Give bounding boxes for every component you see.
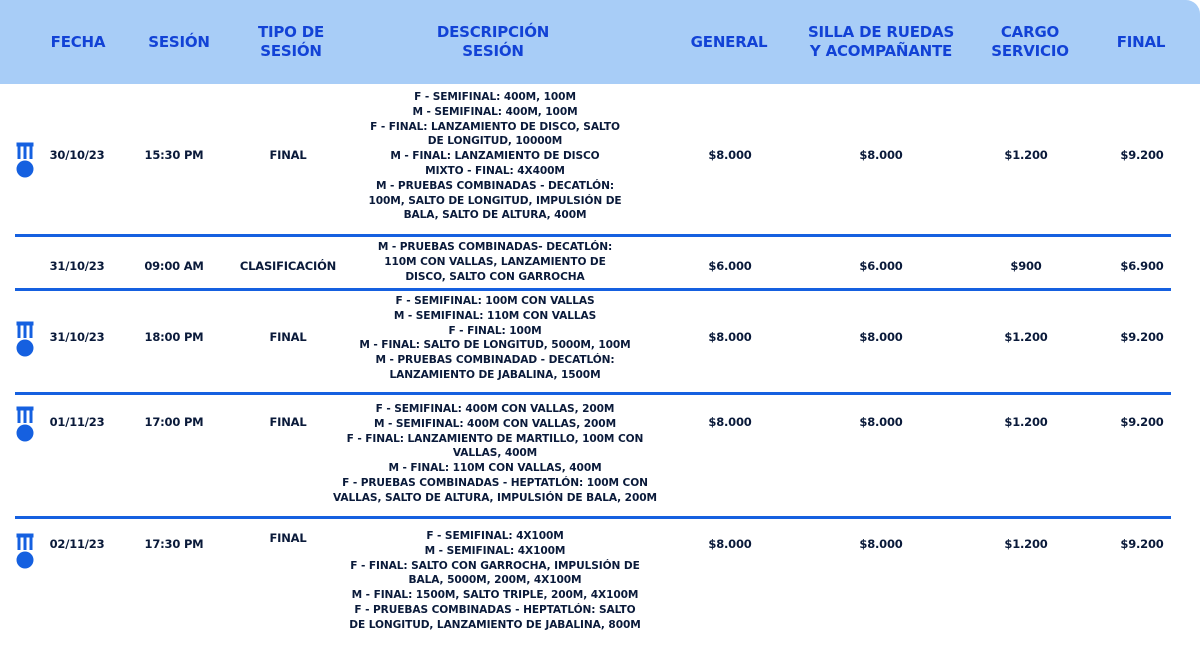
- cell-tipo: FINAL: [269, 330, 307, 344]
- row-divider: [15, 234, 1171, 237]
- cell-tipo: FINAL: [269, 148, 307, 162]
- desc-line: F - FINAL: 100M: [448, 324, 542, 337]
- desc-line: DE LONGITUD, LANZAMIENTO DE JABALINA, 800M: [349, 618, 641, 631]
- col-header-tipo: TIPO DE SESIÓN: [257, 23, 325, 60]
- cell-sesion: 17:00 PM: [144, 415, 204, 429]
- row-divider: [15, 288, 1171, 291]
- desc-line: MIXTO - FINAL: 4X400M: [425, 164, 565, 177]
- cell-cargo: $1.200: [1004, 415, 1048, 429]
- desc-line: F - SEMIFINAL: 100M CON VALLAS: [395, 295, 595, 307]
- desc-line: M - SEMIFINAL: 110M CON VALLAS: [393, 309, 597, 322]
- desc-line: M - FINAL: SALTO DE LONGITUD, 5000M, 100M: [359, 339, 631, 352]
- desc-line: F - SEMIFINAL: 4X100M: [426, 530, 564, 542]
- cell-fecha: 31/10/23: [49, 330, 105, 344]
- cell-cargo: $1.200: [1004, 537, 1048, 551]
- desc-line: F - SEMIFINAL: 400M CON VALLAS, 200M: [375, 403, 615, 415]
- desc-line: M - FINAL: 1500M, SALTO TRIPLE, 200M, 4X100M: [351, 589, 639, 602]
- cell-sesion: 09:00 AM: [144, 259, 204, 273]
- cell-silla: $8.000: [859, 330, 903, 344]
- cell-descripcion: [330, 294, 660, 383]
- desc-line: F - PRUEBAS COMBINADAS - HEPTATLÓN: SALTO: [354, 603, 636, 616]
- col-header-silla: SILLA DE RUEDAS Y ACOMPAÑANTE: [807, 23, 955, 60]
- cell-general: $8.000: [708, 148, 752, 162]
- cell-fecha: 02/11/23: [49, 537, 105, 551]
- cell-sesion: 18:00 PM: [144, 330, 204, 344]
- medal-icon: [15, 141, 35, 179]
- cell-descripcion: [330, 240, 660, 284]
- cell-general: $8.000: [708, 537, 752, 551]
- row-divider: [15, 392, 1171, 395]
- cell-tipo: FINAL: [269, 531, 307, 545]
- cell-tipo: CLASIFICACIÓN: [239, 259, 337, 273]
- desc-line: M - PRUEBAS COMBINADAD - DECATLÓN:: [375, 354, 615, 367]
- desc-line: M - PRUEBAS COMBINADAS - DECATLÓN:: [376, 179, 614, 192]
- col-header-cargo: CARGO SERVICIO: [991, 23, 1069, 60]
- desc-line: M - SEMIFINAL: 400M, 100M: [412, 105, 578, 118]
- cell-general: $8.000: [708, 330, 752, 344]
- col-header-fecha: FECHA: [50, 32, 106, 51]
- cell-silla: $8.000: [859, 148, 903, 162]
- cell-final: $9.200: [1120, 537, 1164, 551]
- cell-silla: $6.000: [859, 259, 903, 273]
- cell-general: $8.000: [708, 415, 752, 429]
- medal-icon: [15, 532, 35, 570]
- cell-descripcion: [330, 529, 660, 633]
- medal-icon: [15, 405, 35, 443]
- cell-descripcion: [330, 402, 660, 506]
- desc-line: DISCO, SALTO CON GARROCHA: [405, 270, 585, 283]
- col-header-general: GENERAL: [690, 32, 768, 51]
- desc-line: 110M CON VALLAS, LANZAMIENTO DE: [384, 255, 606, 268]
- cell-final: $6.900: [1120, 259, 1164, 273]
- desc-line: DE LONGITUD, 10000M: [427, 135, 563, 148]
- desc-line: F - PRUEBAS COMBINADAS - HEPTATLÓN: 100M CON: [342, 476, 648, 489]
- cell-cargo: $900: [1010, 259, 1042, 273]
- cell-fecha: 30/10/23: [49, 148, 105, 162]
- cell-descripcion: [330, 90, 660, 223]
- desc-line: M - FINAL: 110M CON VALLAS, 400M: [388, 462, 602, 475]
- desc-line: F - FINAL: LANZAMIENTO DE DISCO, SALTO: [370, 120, 620, 133]
- desc-line: 100M, SALTO DE LONGITUD, IMPULSIÓN DE: [368, 194, 622, 207]
- row-divider: [15, 516, 1171, 519]
- desc-line: BALA, SALTO DE ALTURA, 400M: [403, 209, 587, 222]
- desc-line: M - SEMIFINAL: 400M CON VALLAS, 200M: [373, 417, 617, 430]
- col-header-sesion: SESIÓN: [148, 32, 210, 51]
- cell-fecha: 31/10/23: [49, 259, 105, 273]
- desc-line: F - FINAL: LANZAMIENTO DE MARTILLO, 100M CON: [346, 432, 644, 445]
- desc-line: VALLAS, 400M: [452, 447, 538, 460]
- cell-silla: $8.000: [859, 537, 903, 551]
- cell-cargo: $1.200: [1004, 330, 1048, 344]
- cell-final: $9.200: [1120, 148, 1164, 162]
- cell-fecha: 01/11/23: [49, 415, 105, 429]
- cell-general: $6.000: [708, 259, 752, 273]
- col-header-descripcion: DESCRIPCIÓN SESIÓN: [436, 23, 550, 60]
- cell-final: $9.200: [1120, 330, 1164, 344]
- desc-line: F - FINAL: SALTO CON GARROCHA, IMPULSIÓN DE: [350, 559, 640, 572]
- col-header-final: FINAL: [1116, 32, 1166, 51]
- cell-sesion: 15:30 PM: [144, 148, 204, 162]
- medal-icon: [15, 320, 35, 358]
- desc-line: F - SEMIFINAL: 400M, 100M: [414, 91, 576, 103]
- cell-silla: $8.000: [859, 415, 903, 429]
- desc-line: M - SEMIFINAL: 4X100M: [424, 544, 566, 557]
- desc-line: VALLAS, SALTO DE ALTURA, IMPULSIÓN DE BALA, 200M: [333, 491, 657, 504]
- desc-line: M - FINAL: LANZAMIENTO DE DISCO: [390, 150, 600, 163]
- desc-line: BALA, 5000M, 200M, 4X100M: [408, 574, 582, 587]
- desc-line: M - PRUEBAS COMBINADAS- DECATLÓN:: [377, 241, 613, 253]
- desc-line: LANZAMIENTO DE JABALINA, 1500M: [389, 368, 601, 381]
- cell-final: $9.200: [1120, 415, 1164, 429]
- table-header: [0, 0, 1200, 84]
- cell-cargo: $1.200: [1004, 148, 1048, 162]
- cell-sesion: 17:30 PM: [144, 537, 204, 551]
- cell-tipo: FINAL: [269, 415, 307, 429]
